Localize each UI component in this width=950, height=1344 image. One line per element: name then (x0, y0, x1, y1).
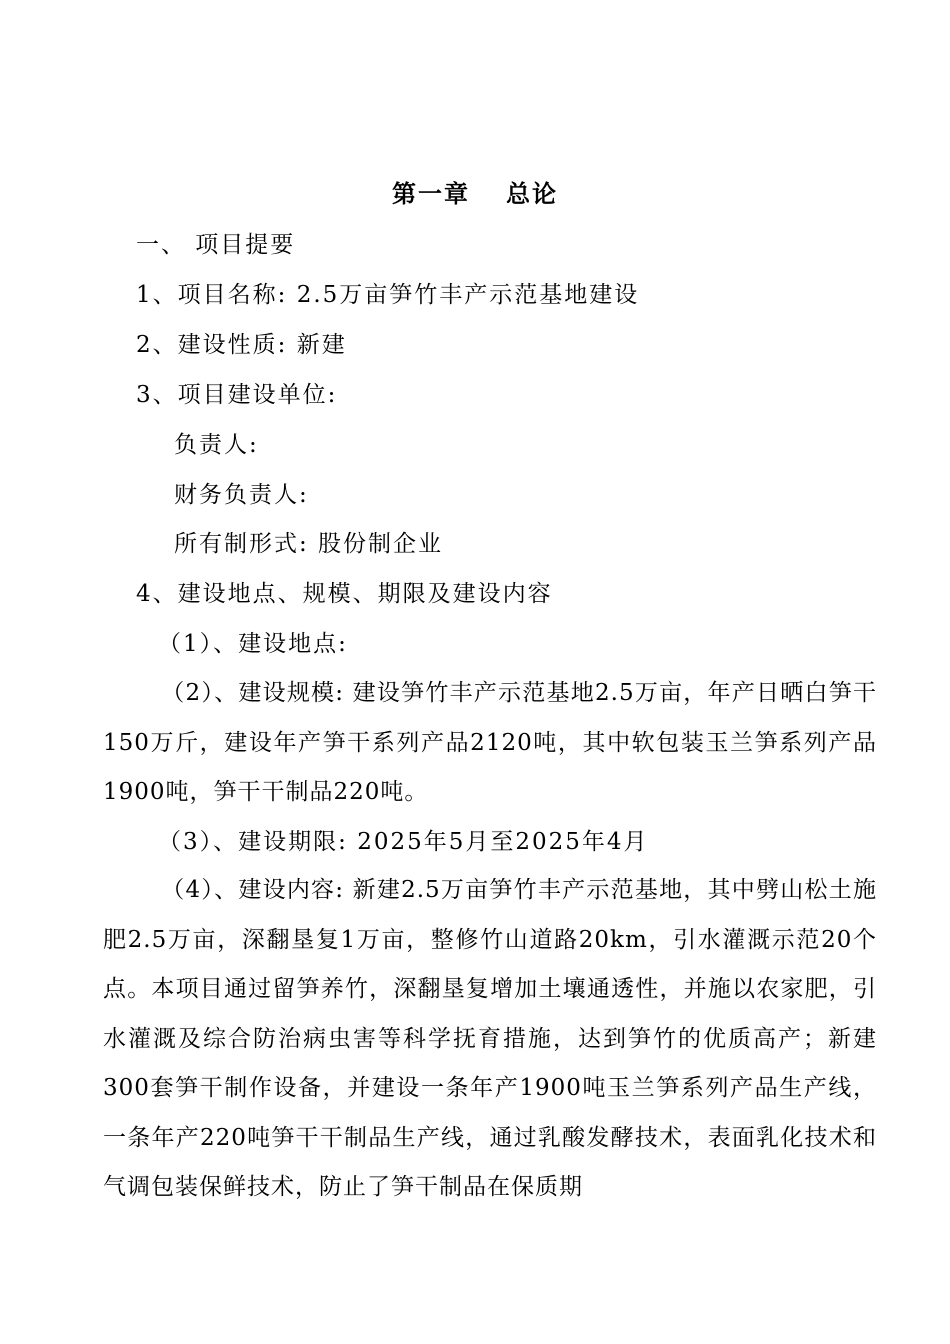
section-heading-project-summary: 一、 项目提要 (136, 232, 296, 258)
item-construction-nature: 2、建设性质: 新建 (136, 332, 347, 358)
chapter-name: 总论 (506, 179, 558, 208)
item-project-name: 1、项目名称: 2.5万亩笋竹丰产示范基地建设 (136, 282, 640, 308)
sub-item-content (103, 866, 877, 1213)
sub-item-scale (103, 669, 877, 818)
field-ownership-form: 所有制形式: 股份制企业 (174, 531, 444, 557)
chapter-number: 第一章 (392, 179, 470, 208)
field-finance-responsible: 财务负责人: (174, 482, 309, 508)
sub-item-scale-text: （2）、建设规模: 建设笋竹丰产示范基地2.5万亩，年产日晒白笋干150万斤，建设年产笋干系列产品2120吨，其中软包装玉兰笋系列产品1900吨，笋干干制品220吨。 (103, 680, 877, 805)
sub-item-content-text: （4）、建设内容: 新建2.5万亩笋竹丰产示范基地，其中劈山松土施肥2.5万亩，深翻垦复1万亩，整修竹山道路20km，引水灌溉示范20个点。本项目通过留笋养竹，深翻垦复增加土壤通透性，并施以农家肥，引水灌溉及综合防治病虫害等科学抚育措施，达到笋竹的优质高产；新建300套笋干制作设备，并建设一条年产1900吨玉兰笋系列产品生产线，一条年产220吨笋干干制品生产线，通过乳酸发酵技术，表面乳化技术和气调包装保鲜技术，防止了笋干制品在保质期 (103, 877, 877, 1200)
sub-item-location: （1）、建设地点: (158, 631, 348, 657)
chapter-title (0, 174, 950, 214)
item-location-scale-period-content: 4、建设地点、规模、期限及建设内容 (136, 581, 553, 607)
item-construction-unit: 3、项目建设单位: (136, 382, 338, 408)
sub-item-period: （3）、建设期限: 2025年5月至2025年4月 (158, 829, 649, 855)
field-responsible-person: 负责人: (174, 432, 259, 458)
